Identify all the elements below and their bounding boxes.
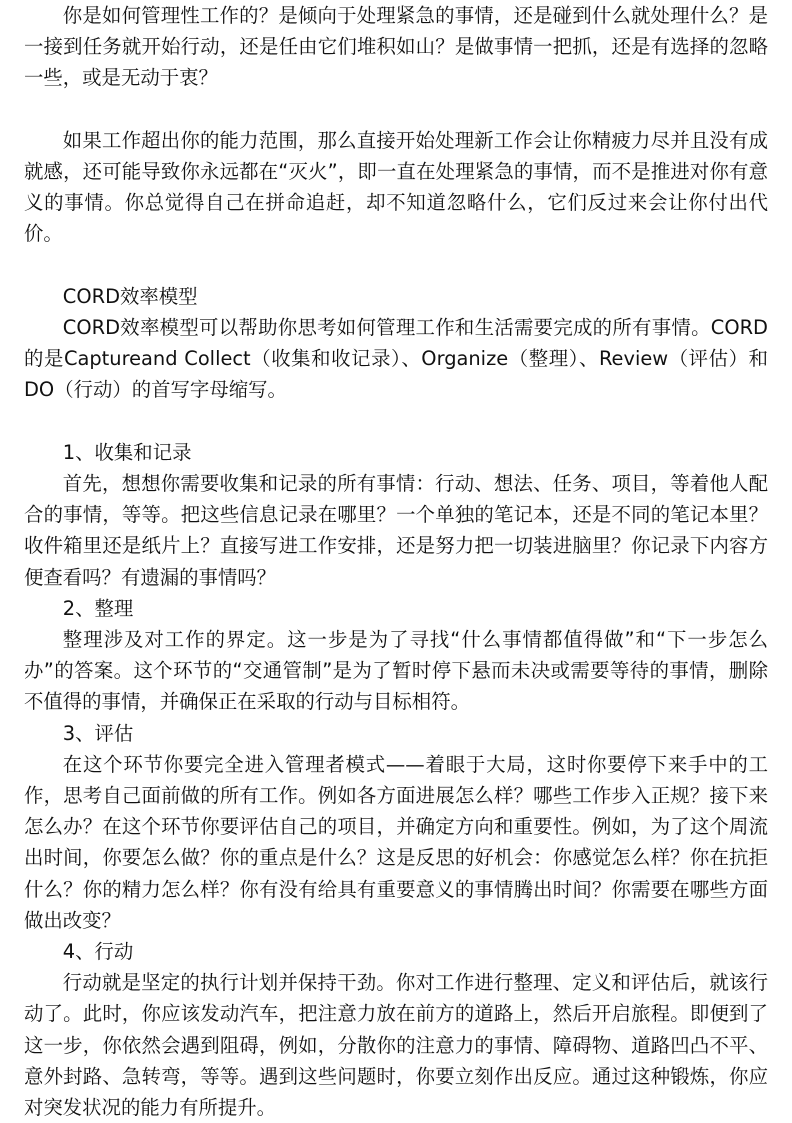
paragraph-gap <box>24 94 768 125</box>
paragraph: 你是如何管理性工作的？是倾向于处理紧急的事情，还是碰到什么就处理什么？是一接到任务就开始行动，还是任由它们堆积如山？是做事情一把抓，还是有选择的忽略一些，或是无动于衷？ <box>24 4 768 90</box>
paragraph: 首先，想想你需要收集和记录的所有事情：行动、想法、任务、项目，等着他人配合的事情，等等。把这些信息记录在哪里？一个单独的笔记本，还是不同的笔记本里？收件箱里还是纸片上？直接写进工作安排，还是努力把一切装进脑里？你记录下内容方便查看吗？有遗漏的事情吗？ <box>24 472 768 589</box>
paragraph: CORD效率模型 <box>62 284 198 308</box>
paragraph: 3、评估 <box>62 721 134 745</box>
document-body <box>24 0 768 1123</box>
paragraph: 2、整理 <box>62 596 134 620</box>
paragraph-gap <box>24 406 768 437</box>
paragraph: 行动就是坚定的执行计划并保持干劲。你对工作进行整理、定义和评估后，就该行动了。此时，你应该发动汽车，把注意力放在前方的道路上，然后开启旅程。即便到了这一步，你依然会遇到阻碍，例如，分散你的注意力的事情、障碍物、道路凹凸不平、意外封路、急转弯，等等。遇到这些问题时，你要立刻作出反应。通过这种锻炼，你应对突发状况的能力有所提升。 <box>24 971 768 1120</box>
paragraph-gap <box>24 250 768 281</box>
paragraph: 在这个环节你要完全进入管理者模式——着眼于大局，这时你要停下来手中的工作，思考自己面前做的所有工作。例如各方面进展怎么样？哪些工作步入正规？接下来怎么办？在这个环节你要评估自己的项目，并确定方向和重要性。例如，为了这个周流出时间，你要怎么做？你的重点是什么？这是反思的好机会：你感觉怎么样？你在抗拒什么？你的精力怎么样？你有没有给具有重要意义的事情腾出时间？你需要在哪些方面做出改变？ <box>24 752 768 932</box>
paragraph: 4、行动 <box>62 940 134 964</box>
paragraph: 1、收集和记录 <box>62 440 192 464</box>
paragraph: CORD效率模型可以帮助你思考如何管理工作和生活需要完成的所有事情。CORD的是Captureand Collect（收集和收记录）、Organize（整理）、Review（评估）和DO（行动）的首写字母缩写。 <box>24 316 768 402</box>
paragraph: 如果工作超出你的能力范围，那么直接开始处理新工作会让你精疲力尽并且没有成就感，还可能导致你永远都在“灭火”，即一直在处理紧急的事情，而不是推进对你有意义的事情。你总觉得自己在拼命追赶，却不知道忽略什么，它们反过来会让你付出代价。 <box>24 128 768 246</box>
paragraph: 整理涉及对工作的界定。这一步是为了寻找“什么事情都值得做”和“下一步怎么办”的答案。这个环节的“交通管制”是为了暂时停下悬而未决或需要等待的事情，删除不值得的事情，并确保正在采取的行动与目标相符。 <box>24 628 768 714</box>
